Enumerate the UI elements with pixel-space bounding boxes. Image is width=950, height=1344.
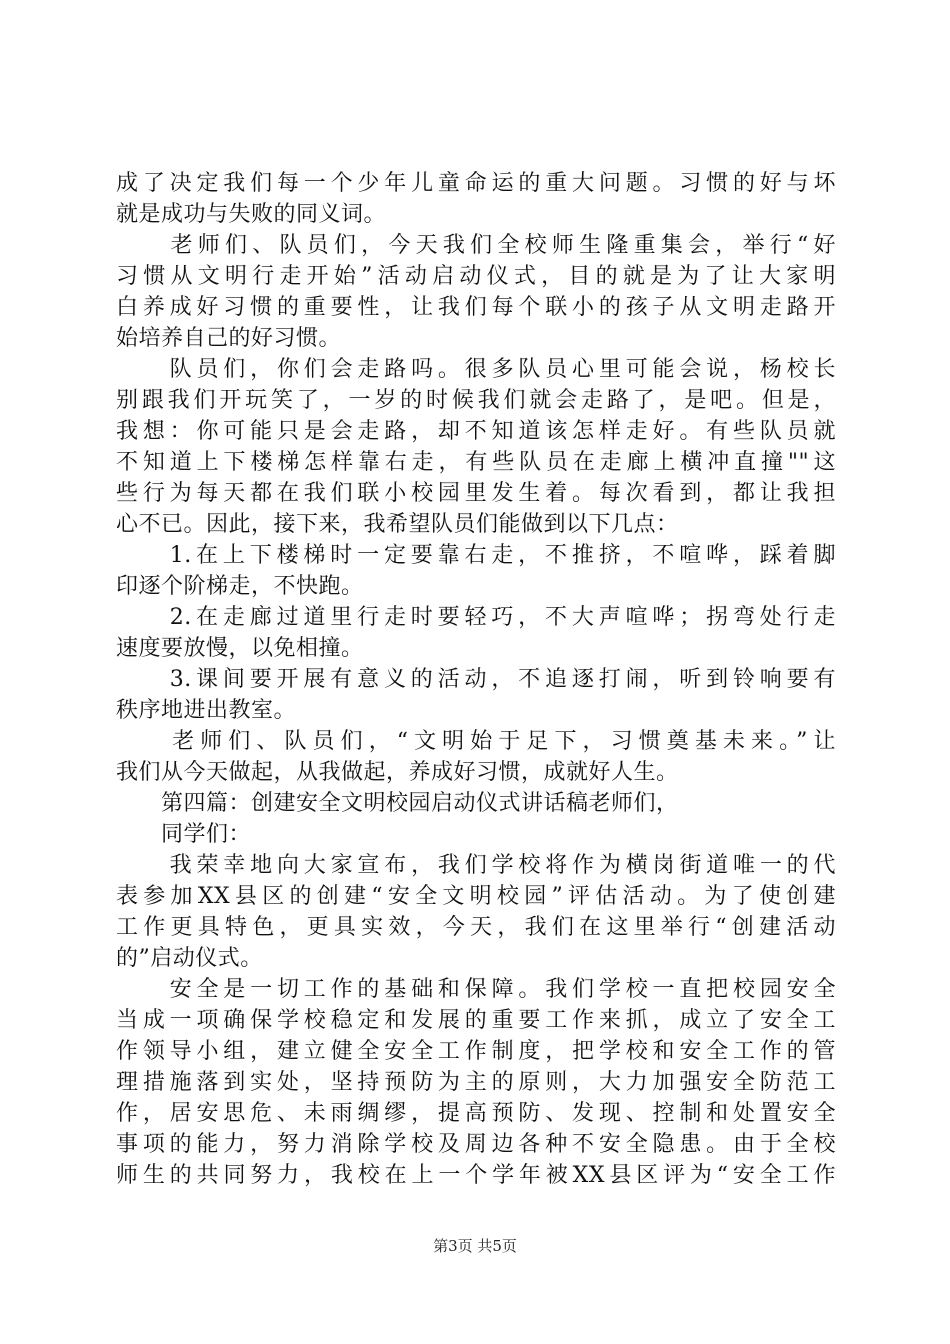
text-line: 心不已。因此，接下来，我希望队员们能做到以下几点：: [116, 512, 679, 537]
text-line: 成了决定我们每一个少年儿童命运的重大问题。习惯的好与坏: [116, 171, 836, 196]
text-line: 老师们、队员们，今天我们全校师生隆重集会，举行“好: [116, 233, 836, 258]
text-line: 3.课间要开展有意义的活动，不追逐打闹，听到铃响要有: [116, 667, 836, 692]
text-line: 同学们：: [116, 822, 252, 847]
text-line: 我想：你可能只是会走路，却不知道该怎样走好。有些队员就: [116, 419, 836, 444]
text-line: 2.在走廊过道里行走时要轻巧，不大声喧哗；拐弯处行走: [116, 605, 836, 630]
text-line: 不知道上下楼梯怎样靠右走，有些队员在走廊上横冲直撞""这: [116, 450, 836, 475]
text-line: 印逐个阶梯走，不快跑。: [116, 574, 364, 599]
text-line: 队员们，你们会走路吗。很多队员心里可能会说，杨校长: [116, 357, 836, 382]
text-line: 就是成功与失败的同义词。: [116, 202, 387, 227]
text-line: 些行为每天都在我们联小校园里发生着。每次看到，都让我担: [116, 481, 836, 506]
text-line: 的”启动仪式。: [116, 946, 263, 971]
text-line: 1.在上下楼梯时一定要靠右走，不推挤，不喧哗，踩着脚: [116, 543, 836, 568]
text-line: 事项的能力，努力消除学校及周边各种不安全隐患。由于全校: [116, 1132, 836, 1157]
body-text: [116, 168, 836, 1191]
text-line: 速度要放慢，以免相撞。: [116, 636, 364, 661]
text-line: 习惯从文明行走开始”活动启动仪式，目的就是为了让大家明: [116, 264, 836, 289]
text-line: 作领导小组，建立健全安全工作制度，把学校和安全工作的管: [116, 1039, 836, 1064]
text-line: 当成一项确保学校稳定和发展的重要工作来抓，成立了安全工: [116, 1008, 836, 1033]
text-line: 表参加XX县区的创建“安全文明校园”评估活动。为了使创建: [116, 884, 836, 909]
text-line: 老师们、队员们，“文明始于足下，习惯奠基未来。”让: [116, 729, 836, 754]
text-line: 白养成好习惯的重要性，让我们每个联小的孩子从文明走路开: [116, 295, 836, 320]
text-line: 师生的共同努力，我校在上一个学年被XX县区评为“安全工作: [116, 1163, 836, 1188]
text-line: 理措施落到实处，坚持预防为主的原则，大力加强安全防范工: [116, 1070, 836, 1095]
text-line: 始培养自己的好习惯。: [116, 326, 342, 351]
text-line: 秩序地进出教室。: [116, 698, 297, 723]
text-line: 安全是一切工作的基础和保障。我们学校一直把校园安全: [116, 977, 836, 1002]
section-heading-line: 第四篇：创建安全文明校园启动仪式讲话稿老师们，: [116, 791, 679, 816]
text-line: 作，居安思危、未雨绸缪，提高预防、发现、控制和处置安全: [116, 1101, 836, 1126]
text-line: 别跟我们开玩笑了，一岁的时候我们就会走路了，是吧。但是，: [116, 388, 836, 413]
text-line: 工作更具特色，更具实效，今天，我们在这里举行“创建活动: [116, 915, 836, 940]
text-line: 我荣幸地向大家宣布，我们学校将作为横岗街道唯一的代: [116, 853, 836, 878]
text-line: 我们从今天做起，从我做起，养成好习惯，成就好人生。: [116, 760, 679, 785]
page-footer: 第3页 共5页: [433, 1237, 517, 1255]
